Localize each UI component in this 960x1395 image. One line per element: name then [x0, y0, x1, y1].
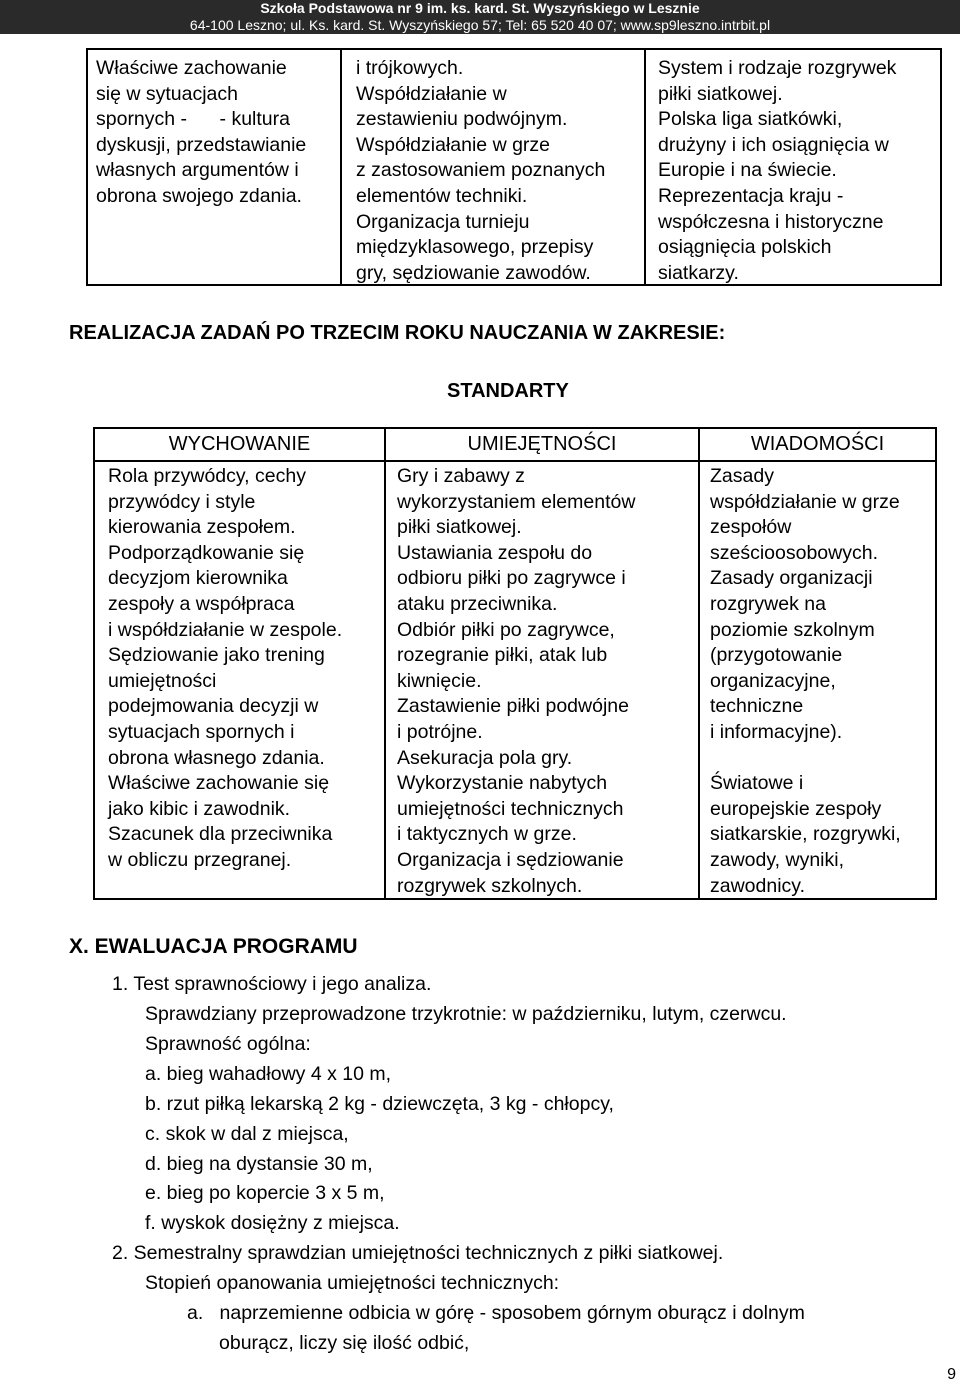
evaluation-item: Sprawdziany przeprowadzone trzykrotnie: w październiku, lutym, czerwcu. — [145, 1003, 787, 1025]
text-line: ataku przeciwnika. — [397, 592, 558, 615]
text-line: rozgrywek szkolnych. — [397, 874, 583, 897]
text-line: Współdziałanie w — [356, 82, 507, 105]
text-line: międzyklasowego, przepisy — [356, 236, 594, 259]
text-line: siatkarzy. — [658, 261, 739, 284]
text-line: jako kibic i zawodnik. — [108, 797, 291, 820]
cell-wiadomosci — [710, 464, 901, 899]
text-line: zawody, wyniki, — [710, 848, 845, 871]
text-line: umiejętności — [108, 669, 217, 692]
text-line: Gry i zabawy z — [397, 465, 525, 487]
text-line: i informacyjne). — [710, 720, 843, 743]
text-line: organizacyjne, — [710, 669, 836, 692]
text-line: poziomie szkolnym — [710, 618, 875, 641]
column-header-wychowanie: WYCHOWANIE — [168, 433, 311, 455]
text-line: Asekuracja pola gry. — [397, 746, 573, 769]
text-line: zespołów — [710, 516, 792, 539]
evaluation-item: Stopień opanowania umiejętności technicznych: — [145, 1272, 560, 1294]
text-line: i potrójne. — [397, 720, 483, 743]
evaluation-item: f. wyskok dosiężny z miejsca. — [145, 1212, 400, 1234]
text-line: sytuacjach spornych i — [108, 720, 295, 743]
text-line: współczesna i historyczne — [658, 210, 884, 233]
text-line: i trójkowych. — [356, 57, 464, 79]
standards-heading: STANDARTY — [447, 380, 569, 402]
text-line: Wykorzystanie nabytych — [397, 772, 608, 795]
column-divider — [384, 429, 386, 898]
text-line: kierowania zespołem. — [108, 516, 296, 539]
text-line: kiwnięcie. — [397, 669, 482, 692]
text-line: piłki siatkowej. — [658, 82, 783, 105]
page-number: 9 — [947, 1366, 956, 1383]
text-line: Ustawiania zespołu do — [397, 541, 593, 564]
column-header-wiadomosci: WIADOMOŚCI — [750, 433, 885, 455]
text-line: zawodnicy. — [710, 874, 806, 897]
text-line: Zastawienie piłki podwójne — [397, 695, 629, 718]
text-line: dyskusji, przedstawianie — [96, 133, 307, 156]
text-line: Organizacja turnieju — [356, 210, 530, 233]
text-line: Europie i na świecie. — [658, 159, 837, 182]
column-divider — [340, 50, 342, 284]
text-line: Rola przywódcy, cechy — [108, 465, 306, 487]
text-line: Właściwe zachowanie — [96, 57, 287, 79]
evaluation-item: b. rzut piłką lekarską 2 kg - dziewczęta, 3 kg - chłopcy, — [145, 1093, 614, 1115]
school-address: 64-100 Leszno; ul. Ks. kard. St. Wyszyńskiego 57; Tel: 65 520 40 07; www.sp9leszno.intrbit.pl — [189, 17, 771, 33]
text-line: elementów techniki. — [356, 184, 528, 207]
school-name: Szkoła Podstawowa nr 9 im. ks. kard. St. Wyszyńskiego w Lesznie — [260, 0, 700, 16]
text-line: System i rodzaje rozgrywek — [658, 57, 897, 79]
text-line: odbioru piłki po zagrywce i — [397, 567, 626, 590]
text-line — [710, 746, 901, 772]
evaluation-item: 1. Test sprawnościowy i jego analiza. — [112, 973, 432, 995]
text-line: Światowe i — [710, 772, 804, 795]
text-line: zespoły a współpraca — [108, 592, 295, 615]
text-line: piłki siatkowej. — [397, 516, 522, 539]
standards-table — [93, 427, 937, 900]
text-line: wykorzystaniem elementów — [397, 490, 636, 513]
text-line: europejskie zespoły — [710, 797, 882, 820]
text-line: z zastosowaniem poznanych — [356, 159, 606, 182]
text-line: obrona własnego zdania. — [108, 746, 325, 769]
text-line: Współdziałanie w grze — [356, 133, 551, 156]
cell-col3 — [658, 56, 896, 286]
page-header — [0, 0, 960, 34]
cell-col1 — [96, 56, 306, 210]
text-line: Reprezentacja kraju - — [658, 184, 844, 207]
text-line: podejmowania decyzji w — [108, 695, 319, 718]
evaluation-item: a. naprzemienne odbicia w górę - sposobem górnym oburącz i dolnym — [187, 1302, 805, 1324]
text-line: Szacunek dla przeciwnika — [108, 823, 333, 846]
text-line: osiągnięcia polskich — [658, 236, 832, 259]
text-line: Sędziowanie jako trening — [108, 644, 325, 667]
column-divider — [644, 50, 646, 284]
text-line: zestawieniu podwójnym. — [356, 108, 568, 131]
text-line: siatkarskie, rozgrywki, — [710, 823, 901, 846]
text-line: obrona swojego zdania. — [96, 184, 302, 207]
text-line: Zasady organizacji — [710, 567, 873, 590]
text-line: współdziałanie w grze — [710, 490, 900, 513]
text-line: Zasady — [710, 465, 774, 487]
column-divider — [698, 429, 700, 898]
text-line: spornych - - kultura — [96, 108, 290, 131]
text-line: umiejętności technicznych — [397, 797, 624, 820]
text-line: Podporządkowanie się — [108, 541, 305, 564]
evaluation-item: 2. Semestralny sprawdzian umiejętności technicznych z piłki siatkowej. — [112, 1242, 724, 1264]
evaluation-item: c. skok w dal z miejsca, — [145, 1123, 349, 1145]
text-line: gry, sędziowanie zawodów. — [356, 261, 591, 284]
text-line: się w sytuacjach — [96, 82, 238, 105]
continuation-table — [86, 48, 942, 286]
text-line: decyzjom kierownika — [108, 567, 288, 590]
text-line: rozegranie piłki, atak lub — [397, 644, 608, 667]
column-header-umiejetnosci: UMIEJĘTNOŚCI — [467, 433, 617, 455]
cell-umiejetnosci — [397, 464, 635, 899]
text-line: Organizacja i sędziowanie — [397, 848, 624, 871]
evaluation-item: e. bieg po kopercie 3 x 5 m, — [145, 1182, 385, 1204]
text-line: rozgrywek na — [710, 592, 826, 615]
text-line: i taktycznych w grze. — [397, 823, 577, 846]
text-line: sześcioosobowych. — [710, 541, 878, 564]
cell-wychowanie — [108, 464, 342, 874]
text-line: przywódcy i style — [108, 490, 256, 513]
evaluation-item: Sprawność ogólna: — [145, 1033, 311, 1055]
text-line: Odbiór piłki po zagrywce, — [397, 618, 615, 641]
evaluation-item: d. bieg na dystansie 30 m, — [145, 1153, 373, 1175]
text-line: (przygotowanie — [710, 644, 843, 667]
text-line: w obliczu przegranej. — [108, 848, 292, 871]
cell-col2 — [356, 56, 605, 286]
evaluation-item: a. bieg wahadłowy 4 x 10 m, — [145, 1063, 392, 1085]
text-line: Właściwe zachowanie się — [108, 772, 330, 795]
text-line: i współdziałanie w zespole. — [108, 618, 343, 641]
evaluation-item: oburącz, liczy się ilość odbić, — [219, 1332, 470, 1354]
section-heading: REALIZACJA ZADAŃ PO TRZECIM ROKU NAUCZANIA W ZAKRESIE: — [69, 322, 726, 344]
header-divider — [95, 460, 935, 462]
text-line: własnych argumentów i — [96, 159, 299, 182]
evaluation-heading: X. EWALUACJA PROGRAMU — [69, 935, 358, 958]
text-line: drużyny i ich osiągnięcia w — [658, 133, 889, 156]
text-line: Polska liga siatkówki, — [658, 108, 843, 131]
text-line: techniczne — [710, 695, 804, 718]
